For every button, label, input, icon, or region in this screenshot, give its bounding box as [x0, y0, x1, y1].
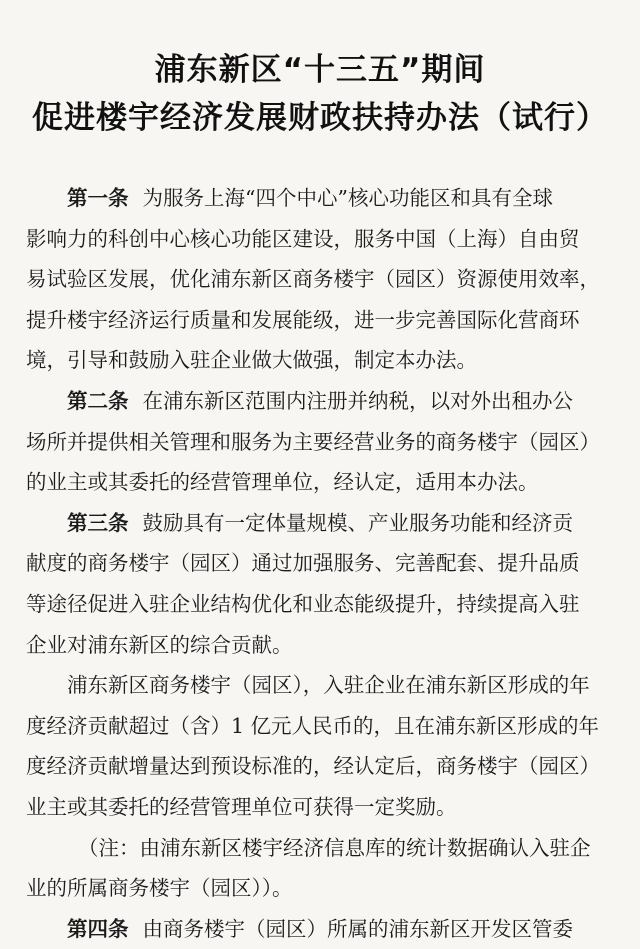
article-1 — [26, 178, 622, 381]
article-1-line-1 — [26, 178, 622, 219]
paragraph-line-4: 业主或其委托的经营管理单位可获得一定奖励。 — [26, 794, 457, 819]
article-3-line-4: 企业对浦东新区的综合贡献。 — [26, 632, 293, 657]
document-title-line-2: 促进楼宇经济发展财政扶持办法（试行） — [32, 100, 608, 136]
article-3-text: 鼓励具有一定体量规模、产业服务功能和经济贡 — [142, 510, 573, 535]
document-title-line-1: 浦东新区“十三五”期间 — [154, 52, 486, 88]
article-2-line-1 — [26, 381, 622, 422]
article-2-text: 在浦东新区范围内注册并纳税，以对外出租办公 — [142, 388, 573, 413]
article-1-heading: 第一条 — [67, 186, 129, 210]
note-line-1: （注：由浦东新区楼宇经济信息库的统计数据确认入驻企 — [78, 835, 591, 860]
paragraph-line-1: 浦东新区商务楼宇（园区），入驻企业在浦东新区形成的年 — [67, 673, 590, 698]
article-1-line-5: 境，引导和鼓励入驻企业做大做强，制定本办法。 — [26, 348, 477, 373]
article-4-text: 由商务楼宇（园区）所属的浦东新区开发区管委 — [142, 916, 573, 941]
article-3 — [26, 503, 622, 665]
article-1-text: 为服务上海“四个中心”核心功能区和具有全球 — [142, 186, 553, 210]
article-1-line-2: 影响力的科创中心核心功能区建设，服务中国（上海）自由贸 — [26, 226, 580, 251]
article-3-paragraph-2 — [26, 665, 622, 827]
article-2-line-2: 场所并提供相关管理和服务为主要经营业务的商务楼宇（园区） — [26, 429, 600, 454]
article-4 — [26, 909, 622, 949]
article-2 — [26, 381, 622, 503]
article-3-line-1 — [26, 503, 622, 544]
article-2-heading: 第二条 — [67, 388, 129, 413]
article-1-line-3: 易试验区发展，优化浦东新区商务楼宇（园区）资源使用效率， — [26, 267, 600, 292]
paragraph-line-2: 度经济贡献超过（含）1 亿元人民币的，且在浦东新区形成的年 — [26, 713, 600, 738]
article-4-line-1 — [26, 909, 622, 949]
note — [26, 828, 622, 909]
article-4-heading: 第四条 — [67, 916, 129, 941]
article-3-heading: 第三条 — [67, 510, 129, 535]
article-3-line-3: 等途径促进入驻企业结构优化和业态能级提升，持续提高入驻 — [26, 591, 580, 616]
note-line-2: 业的所属商务楼宇（园区））。 — [26, 876, 293, 901]
paragraph-line-3: 度经济贡献增量达到预设标准的，经认定后，商务楼宇（园区） — [26, 754, 600, 779]
document-body — [26, 178, 622, 949]
article-2-line-3: 的业主或其委托的经营管理单位，经认定，适用本办法。 — [26, 470, 539, 495]
article-1-line-4: 提升楼宇经济运行质量和发展能级，进一步完善国际化营商环 — [26, 307, 580, 332]
article-3-line-2: 献度的商务楼宇（园区）通过加强服务、完善配套、提升品质 — [26, 551, 580, 576]
